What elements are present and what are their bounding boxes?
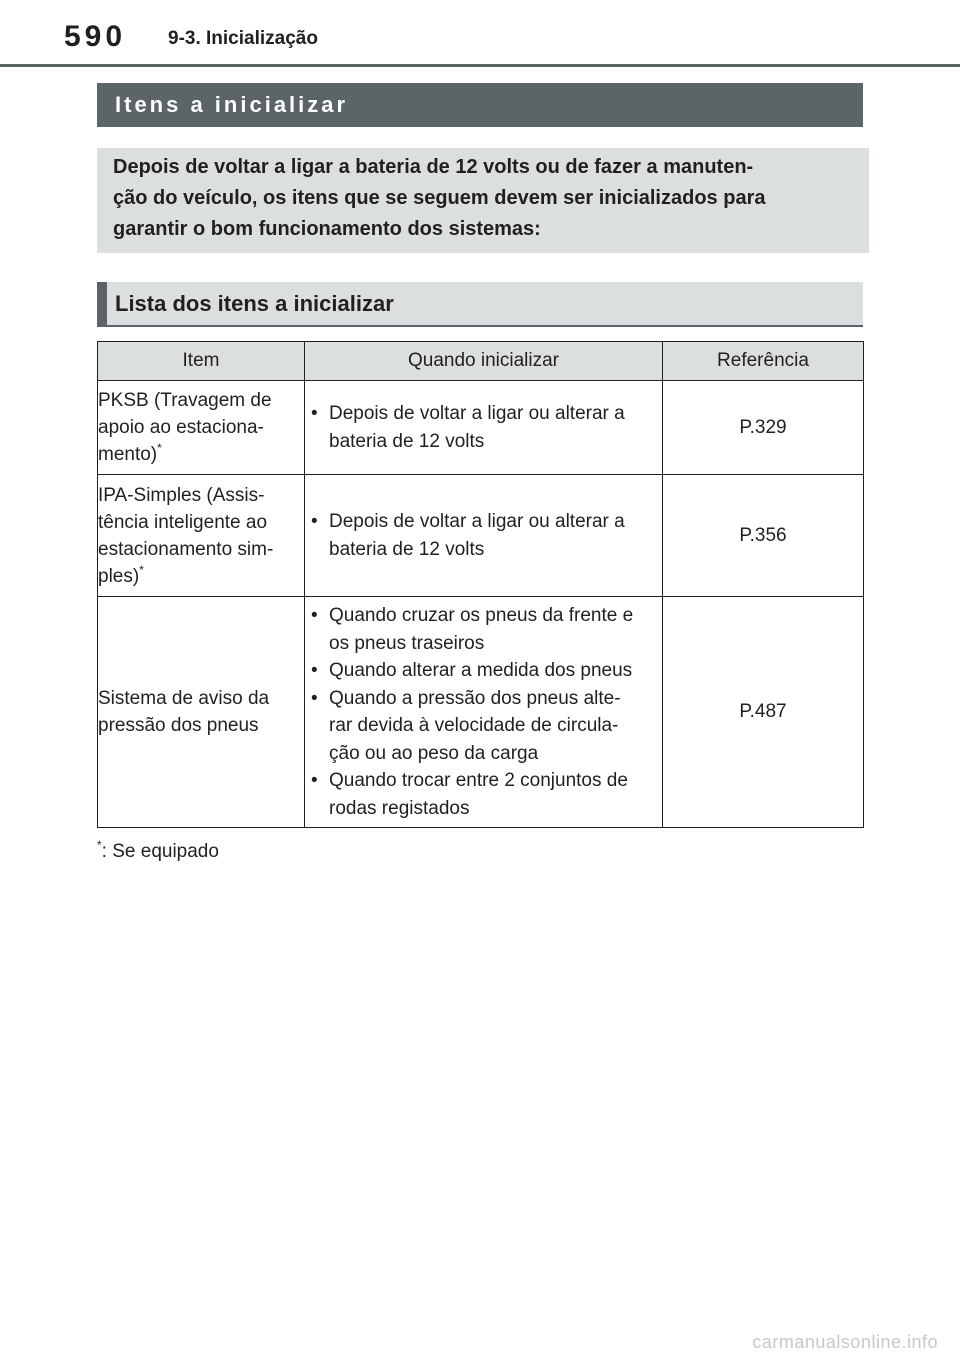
- bullet-text: bateria de 12 volts: [329, 538, 485, 560]
- item-cell: [98, 381, 305, 475]
- bullet-list: [305, 508, 662, 563]
- section-banner: [97, 83, 863, 127]
- footnote-star: *: [97, 838, 102, 852]
- reference-cell: P.356: [663, 475, 864, 597]
- bullet-text: bateria de 12 volts: [329, 430, 485, 452]
- item-text: Sistema de aviso da: [98, 688, 270, 709]
- list-item: [305, 657, 662, 685]
- bullet-text: rodas registados: [329, 797, 470, 819]
- item-cell: [98, 597, 305, 828]
- column-header-when: Quando inicializar: [305, 342, 663, 381]
- page-number: 590: [64, 20, 127, 53]
- item-text: PKSB (Travagem de: [98, 390, 272, 411]
- intro-line: ção do veículo, os itens que se seguem devem ser inicializados para: [113, 187, 766, 209]
- item-text: pressão dos pneus: [98, 715, 259, 736]
- bullet-text: os pneus traseiros: [329, 632, 485, 654]
- bullet-text: rar devida à velocidade de circula-: [329, 715, 619, 736]
- bullet-list: [305, 602, 662, 822]
- bullet-text: ção ou ao peso da carga: [329, 742, 539, 764]
- footnote-marker: *: [139, 562, 144, 577]
- header-divider: [0, 64, 960, 67]
- list-item: [305, 767, 662, 822]
- reference-cell: P.487: [663, 597, 864, 828]
- table-header-row: [98, 342, 864, 381]
- item-text: ples): [98, 565, 140, 587]
- item-text: apoio ao estaciona-: [98, 417, 264, 438]
- item-text: tência inteligente ao: [98, 511, 268, 533]
- column-header-item: Item: [98, 342, 305, 381]
- watermark: carmanualsonline.info: [752, 1332, 938, 1352]
- intro-line: garantir o bom funcionamento dos sistemas:: [113, 218, 541, 240]
- bullet-text: Depois de voltar a ligar ou alterar a: [329, 511, 625, 532]
- reference-cell: P.329: [663, 381, 864, 475]
- intro-line: Depois de voltar a ligar a bateria de 12 volts ou de fazer a manuten-: [113, 156, 754, 178]
- footnote-marker: *: [157, 441, 162, 455]
- when-cell: [305, 475, 663, 597]
- bullet-text: Quando alterar a medida dos pneus: [329, 660, 633, 681]
- table-row: [98, 475, 864, 597]
- section-title: Itens a inicializar: [115, 92, 349, 117]
- table-row: [98, 381, 864, 475]
- when-cell: [305, 381, 663, 475]
- footnote-text: : Se equipado: [101, 841, 219, 862]
- bullet-text: Quando a pressão dos pneus alte-: [329, 687, 621, 709]
- list-item: [305, 400, 662, 455]
- when-cell: [305, 597, 663, 828]
- chapter-title: 9-3. Inicialização: [168, 28, 318, 49]
- item-text: mento): [98, 444, 158, 465]
- list-item: [305, 602, 662, 657]
- table-row: [98, 597, 864, 828]
- bullet-text: Quando trocar entre 2 conjuntos de: [329, 770, 628, 791]
- list-item: [305, 508, 662, 563]
- item-cell: [98, 475, 305, 597]
- list-item: [305, 685, 662, 768]
- bullet-text: Depois de voltar a ligar ou alterar a: [329, 403, 625, 424]
- item-text: estacionamento sim-: [98, 538, 274, 560]
- subsection-banner: [97, 282, 863, 327]
- column-header-reference: Referência: [663, 342, 864, 381]
- item-text: IPA-Simples (Assis-: [98, 484, 265, 506]
- bullet-text: Quando cruzar os pneus da frente e: [329, 605, 634, 626]
- initialization-table: [97, 341, 864, 828]
- intro-box: [97, 148, 869, 253]
- footnote: [97, 838, 219, 863]
- bullet-list: [305, 400, 662, 455]
- subsection-title: Lista dos itens a inicializar: [115, 290, 394, 316]
